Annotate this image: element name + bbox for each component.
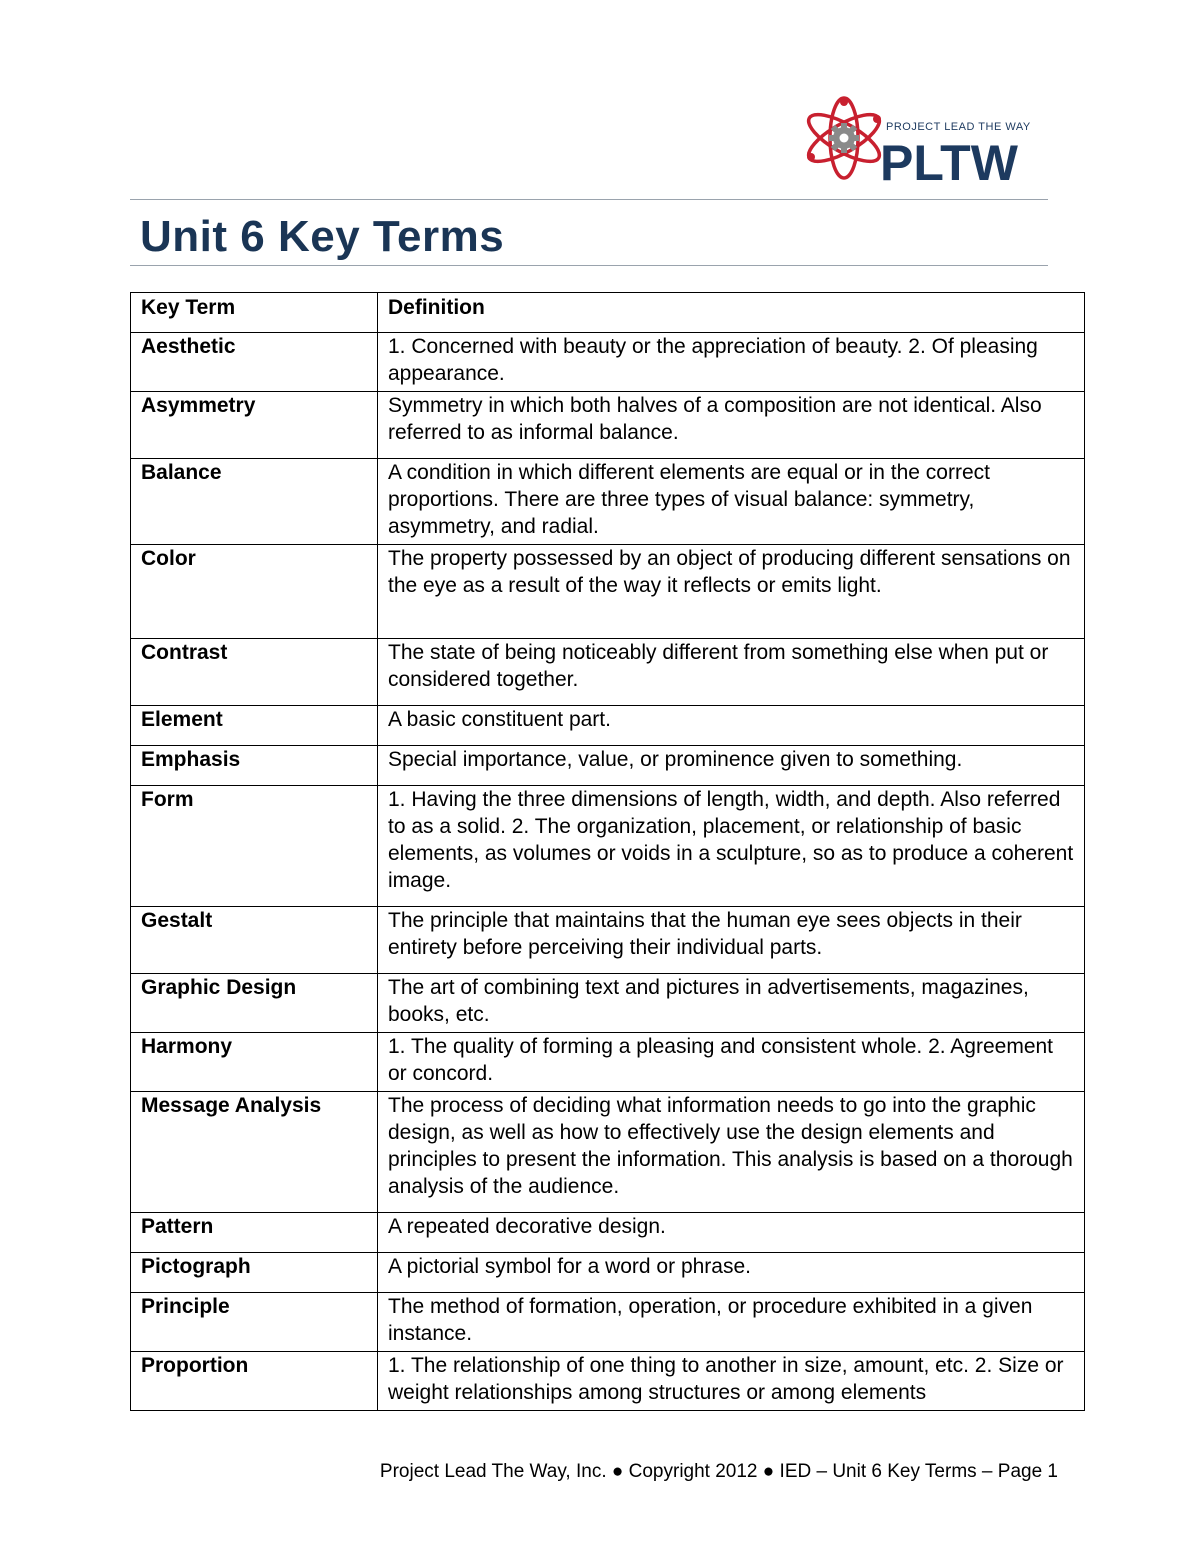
table-header-row bbox=[131, 293, 1085, 333]
definition-cell: 1. The quality of forming a pleasing and consistent whole. 2. Agreement or concord. bbox=[378, 1033, 1085, 1092]
term-cell: Gestalt bbox=[131, 907, 378, 974]
atom-gear-icon bbox=[800, 92, 1062, 184]
table-row bbox=[131, 1213, 1085, 1253]
table-row bbox=[131, 545, 1085, 639]
term-cell: Asymmetry bbox=[131, 392, 378, 459]
term-cell: Emphasis bbox=[131, 746, 378, 786]
definition-cell: The art of combining text and pictures in advertisements, magazines, books, etc. bbox=[378, 974, 1085, 1033]
definition-cell: 1. The relationship of one thing to another in size, amount, etc. 2. Size or weight relationships among structures or among elements bbox=[378, 1352, 1085, 1411]
definition-cell: 1. Having the three dimensions of length, width, and depth. Also referred to as a solid. 2. The organization, placement, or relationship of basic elements, as volumes or voids in a sculpture, so as to produce a coherent image. bbox=[378, 786, 1085, 907]
header-key-term: Key Term bbox=[131, 293, 378, 333]
definition-cell: The method of formation, operation, or procedure exhibited in a given instance. bbox=[378, 1293, 1085, 1352]
term-cell: Harmony bbox=[131, 1033, 378, 1092]
table-row bbox=[131, 786, 1085, 907]
table-row bbox=[131, 333, 1085, 392]
logo-wordmark: PLTW bbox=[880, 135, 1018, 184]
term-cell: Aesthetic bbox=[131, 333, 378, 392]
table-row bbox=[131, 1253, 1085, 1293]
definition-cell: The property possessed by an object of producing different sensations on the eye as a result of the way it reflects or emits light. bbox=[378, 545, 1085, 639]
term-cell: Pattern bbox=[131, 1213, 378, 1253]
table-row bbox=[131, 1352, 1085, 1411]
table-row bbox=[131, 907, 1085, 974]
page-title: Unit 6 Key Terms bbox=[140, 212, 505, 261]
definition-cell: The principle that maintains that the human eye sees objects in their entirety before perceiving their individual parts. bbox=[378, 907, 1085, 974]
logo-tagline: PROJECT LEAD THE WAY bbox=[886, 121, 1031, 133]
term-cell: Color bbox=[131, 545, 378, 639]
definition-cell: 1. Concerned with beauty or the appreciation of beauty. 2. Of pleasing appearance. bbox=[378, 333, 1085, 392]
definition-cell: A basic constituent part. bbox=[378, 706, 1085, 746]
table-row bbox=[131, 639, 1085, 706]
term-cell: Proportion bbox=[131, 1352, 378, 1411]
table-row bbox=[131, 746, 1085, 786]
term-cell: Contrast bbox=[131, 639, 378, 706]
term-cell: Element bbox=[131, 706, 378, 746]
table-row bbox=[131, 974, 1085, 1033]
definition-cell: A repeated decorative design. bbox=[378, 1213, 1085, 1253]
definition-cell: Special importance, value, or prominence given to something. bbox=[378, 746, 1085, 786]
key-terms-table bbox=[130, 292, 1085, 1411]
term-cell: Principle bbox=[131, 1293, 378, 1352]
table-row bbox=[131, 706, 1085, 746]
page-footer: Project Lead The Way, Inc. ● Copyright 2012 ● IED – Unit 6 Key Terms – Page 1 bbox=[379, 1461, 1058, 1482]
term-cell: Balance bbox=[131, 459, 378, 545]
table-row bbox=[131, 1033, 1085, 1092]
table-row bbox=[131, 459, 1085, 545]
header-definition: Definition bbox=[378, 293, 1085, 333]
title-rule-top bbox=[130, 199, 1048, 200]
table-row bbox=[131, 392, 1085, 459]
table-row bbox=[131, 1293, 1085, 1352]
term-cell: Graphic Design bbox=[131, 974, 378, 1033]
definition-cell: A condition in which different elements are equal or in the correct proportions. There are three types of visual balance: symmetry, asymmetry, and radial. bbox=[378, 459, 1085, 545]
term-cell: Pictograph bbox=[131, 1253, 378, 1293]
definition-cell: The state of being noticeably different from something else when put or considered together. bbox=[378, 639, 1085, 706]
table-row bbox=[131, 1092, 1085, 1213]
definition-cell: A pictorial symbol for a word or phrase. bbox=[378, 1253, 1085, 1293]
term-cell: Message Analysis bbox=[131, 1092, 378, 1213]
pltw-logo bbox=[800, 92, 1062, 184]
term-cell: Form bbox=[131, 786, 378, 907]
definition-cell: Symmetry in which both halves of a composition are not identical. Also referred to as informal balance. bbox=[378, 392, 1085, 459]
definition-cell: The process of deciding what information needs to go into the graphic design, as well as how to effectively use the design elements and principles to present the information. This analysis is based on a thorough analysis of the audience. bbox=[378, 1092, 1085, 1213]
title-rule-bottom bbox=[130, 265, 1048, 266]
